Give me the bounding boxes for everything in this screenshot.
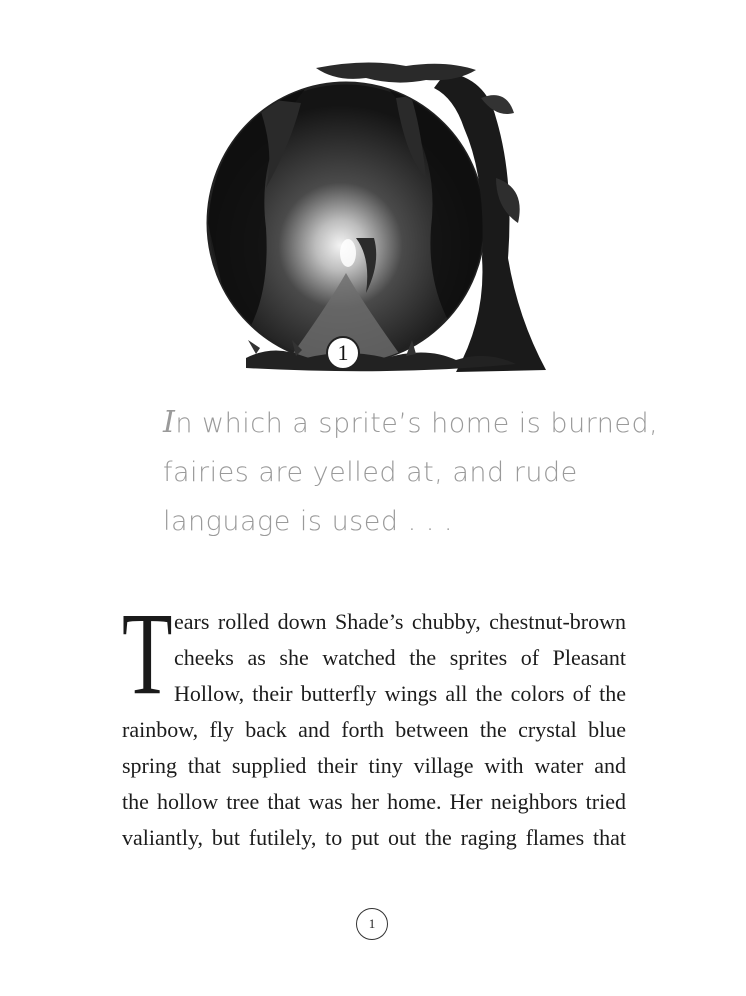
- body-line: ears rolled down Shade’s chubby, chestnut-brown: [174, 609, 626, 634]
- subtitle-line-1: [163, 398, 659, 448]
- subtitle-line-3: language is used . . .: [163, 506, 453, 537]
- forest-circle-illustration: [196, 58, 552, 378]
- body-line: rainbow, fly back and forth between the crystal blue: [122, 717, 626, 742]
- chapter-subtitle: [163, 398, 659, 546]
- body-line: the hollow tree that was her home. Her neighbors tried: [122, 789, 626, 814]
- chapter-number-badge: 1: [326, 336, 360, 370]
- drop-cap: T: [122, 588, 173, 719]
- body-line: valiantly, but futilely, to put out the raging flames that: [122, 825, 626, 850]
- subtitle-line-1-text: n which a sprite’s home is burned,: [175, 408, 659, 439]
- subtitle-initial: I: [163, 405, 176, 440]
- body-line: Hollow, their butterfly wings all the colors of the: [174, 681, 626, 706]
- page-number: 1: [356, 908, 388, 940]
- body-line: spring that supplied their tiny village with water and: [122, 753, 626, 778]
- body-line: cheeks as she watched the sprites of Pleasant: [174, 645, 626, 670]
- body-paragraph: [122, 588, 626, 856]
- subtitle-line-2: fairies are yelled at, and rude: [163, 457, 578, 488]
